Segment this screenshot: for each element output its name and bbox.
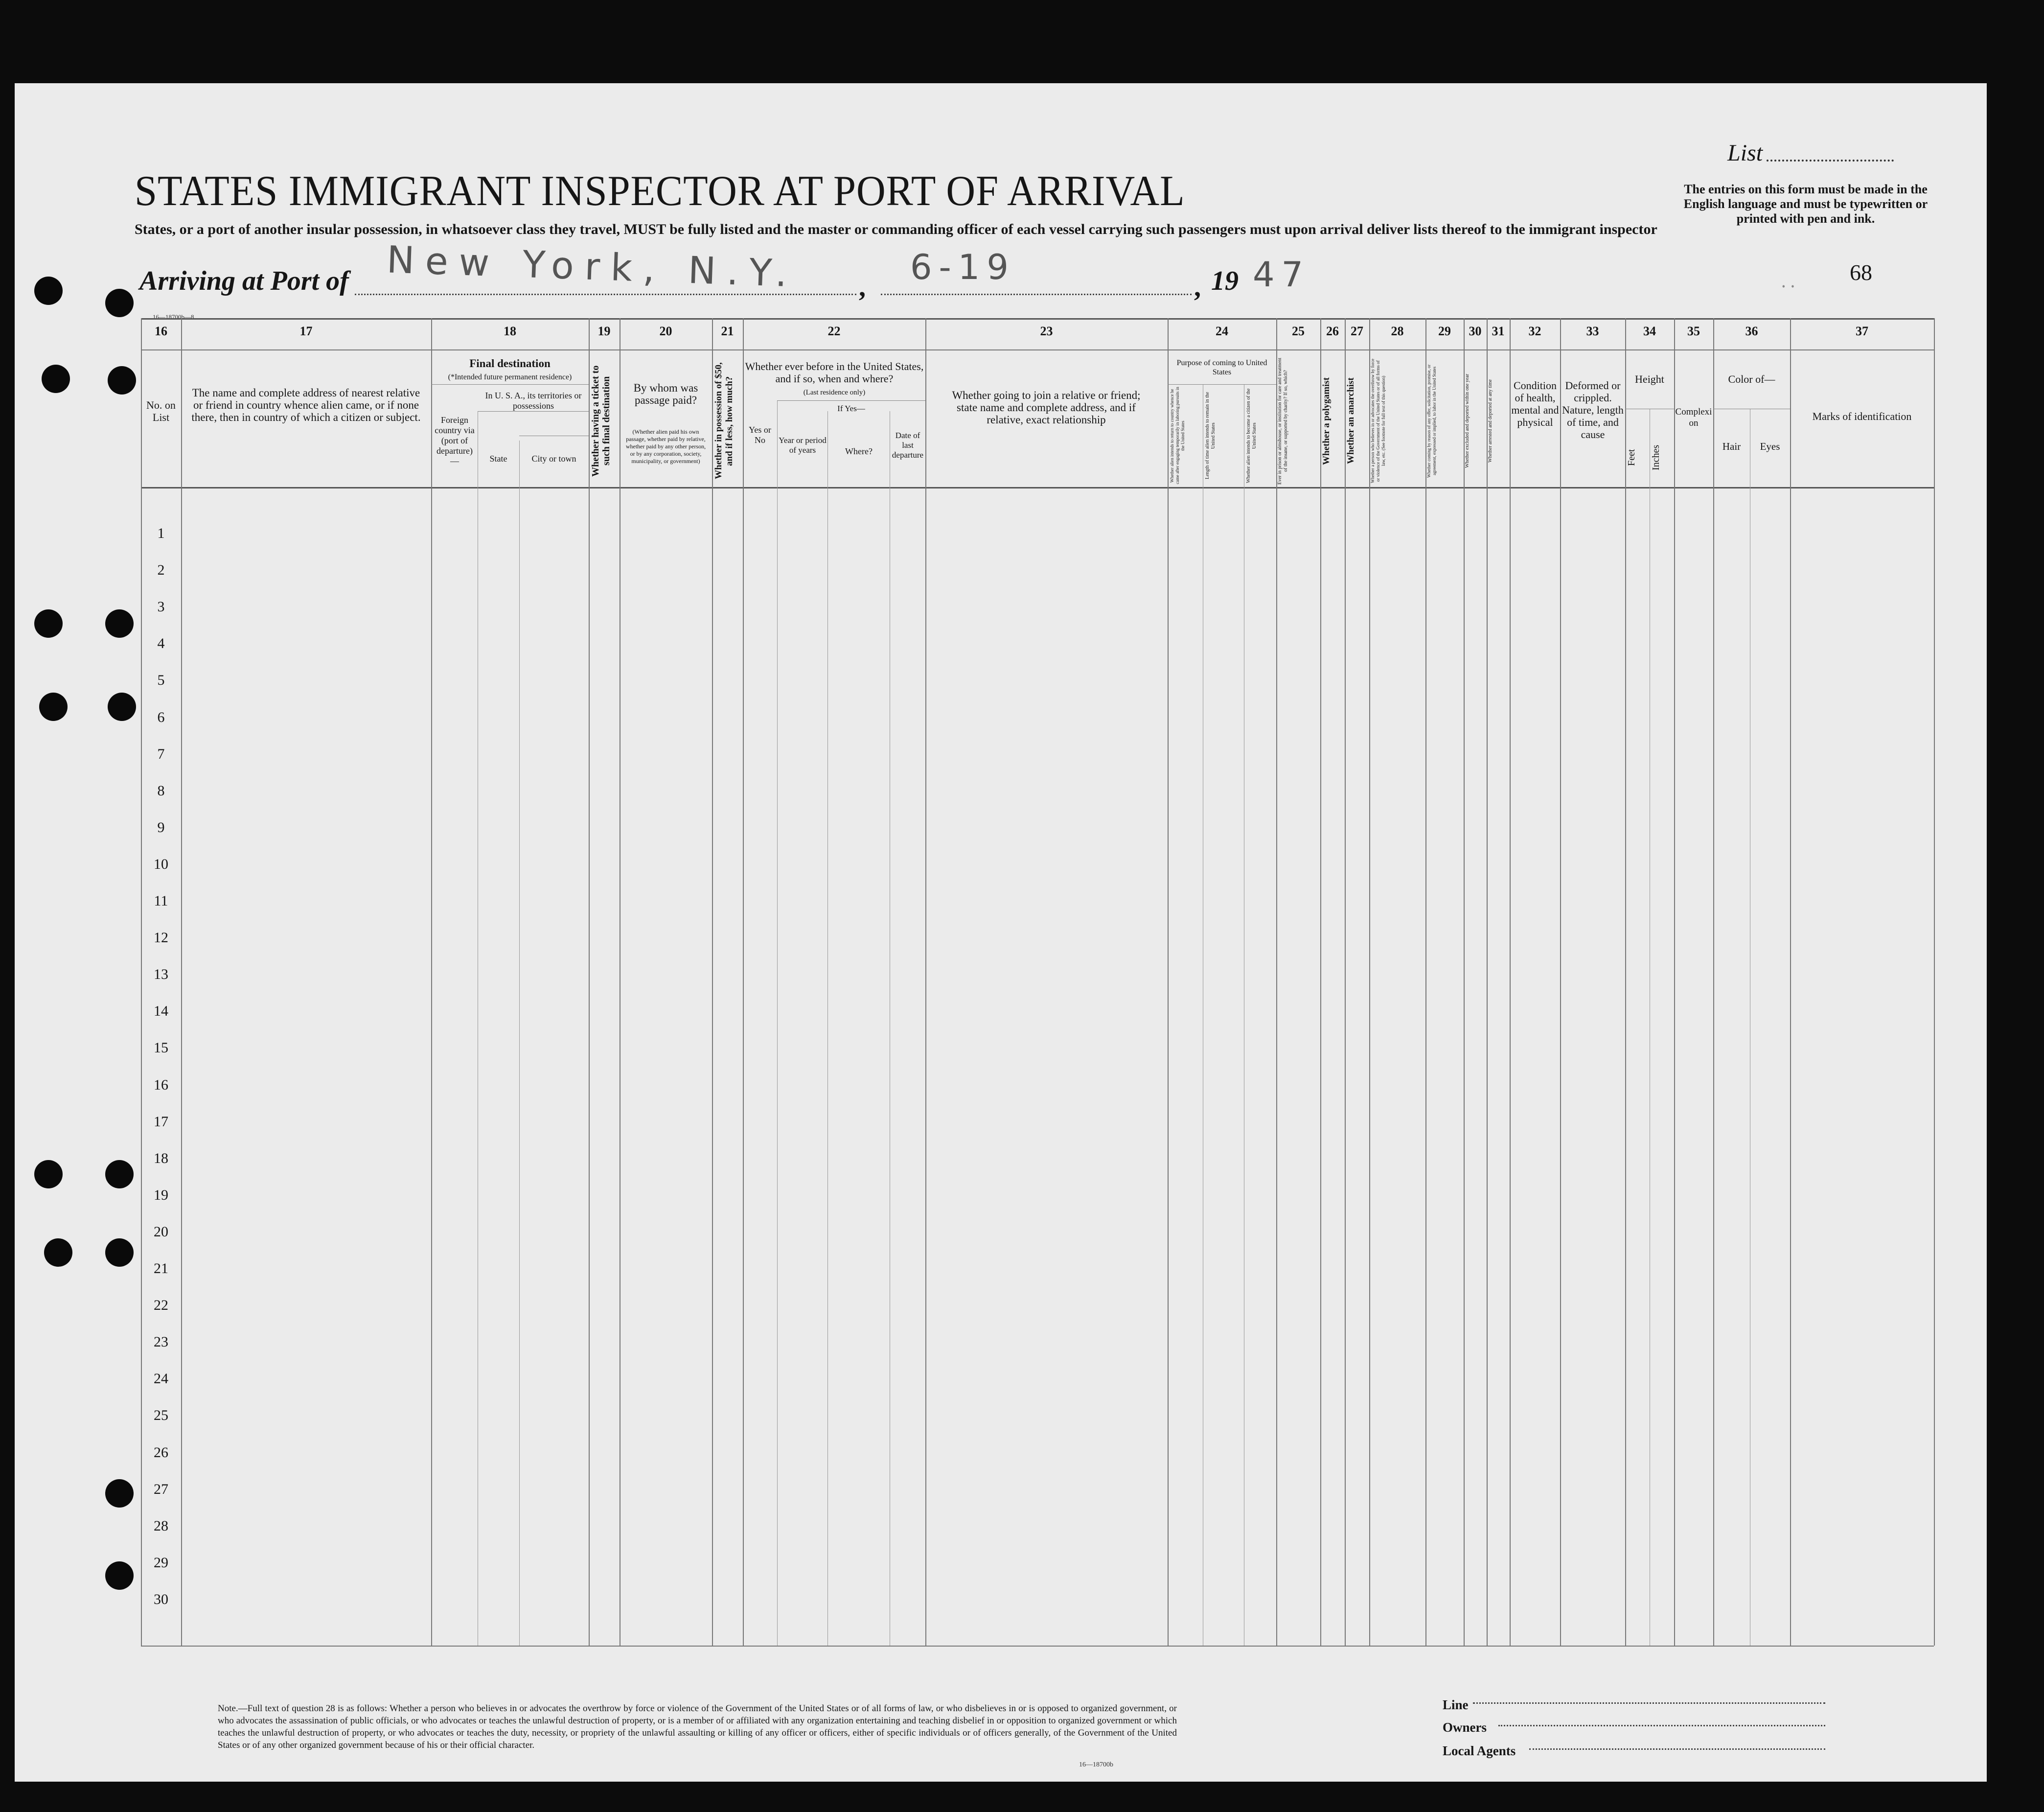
col22-year: Year or period of years <box>779 436 827 455</box>
col18-subheader: (*Intended future permanent residence) <box>448 373 572 381</box>
punch-hole <box>34 277 63 305</box>
row-number: 2 <box>157 562 165 579</box>
col34-feet: Feet <box>1626 449 1637 466</box>
col-number: 28 <box>1391 324 1404 338</box>
col22-date: Date of last departure <box>892 431 924 460</box>
col24-return: Whether alien intends to return to country whence he came after engaging temporarily in laboring pursuits in the United States <box>1170 387 1185 485</box>
col16-header: No. on List <box>146 399 176 423</box>
col22-yesno: Yes or No <box>749 425 771 445</box>
year-prefix: 19 <box>1211 266 1239 296</box>
row-number: 10 <box>154 856 168 872</box>
row-number: 1 <box>157 525 165 541</box>
local-agents-label: Local Agents <box>1443 1743 1516 1758</box>
col19-header: Whether having a ticket to such final destination <box>590 365 612 477</box>
row-number: 5 <box>157 672 165 689</box>
row-number: 20 <box>154 1223 168 1240</box>
col18-state: State <box>489 454 507 464</box>
col-number: 29 <box>1438 324 1451 338</box>
row-number: 28 <box>154 1517 168 1534</box>
list-number-field[interactable] <box>1767 160 1894 162</box>
col36-header: Color of— <box>1728 373 1775 385</box>
row-number: 19 <box>154 1186 168 1203</box>
punch-hole <box>105 289 134 317</box>
punch-hole <box>105 1561 134 1590</box>
row-number: 15 <box>154 1040 168 1056</box>
col-number: 18 <box>504 324 516 338</box>
row-number: 21 <box>154 1260 168 1277</box>
col20-header: By whom was passage paid? <box>633 382 698 406</box>
punch-hole <box>39 693 68 721</box>
col30-header: Whether excluded and deported within one year <box>1465 373 1470 468</box>
list-label: List <box>1727 140 1763 166</box>
col28-header: Whether a person who believes in or advocates the overthrow by force or violence of the Government of the United States or of all forms of law, etc. (See footnote for full text of this question) <box>1370 358 1386 484</box>
form-title: STATES IMMIGRANT INSPECTOR AT PORT OF ARRIVAL <box>135 167 1185 215</box>
punch-hole <box>44 1238 72 1267</box>
form-code-bottom: 16—18700b <box>1079 1761 1113 1768</box>
row-number: 26 <box>154 1444 168 1461</box>
date-field[interactable] <box>881 294 1192 295</box>
col32-header: Condition of health, mental and physical <box>1511 379 1559 428</box>
row-number: 11 <box>154 893 168 909</box>
manifest-table <box>141 318 1934 1646</box>
row-number: 17 <box>154 1113 168 1130</box>
row-number: 22 <box>154 1297 168 1314</box>
col-number: 26 <box>1326 324 1339 338</box>
col-number: 30 <box>1469 324 1482 338</box>
punch-hole <box>34 1160 63 1188</box>
col-number: 19 <box>597 324 611 338</box>
owners-field[interactable] <box>1498 1725 1825 1726</box>
col-number: 31 <box>1492 324 1505 338</box>
col-number: 37 <box>1856 324 1868 338</box>
row-number: 6 <box>157 709 165 725</box>
comma-separator: , <box>859 272 866 302</box>
col20-note: (Whether alien paid his own passage, whether paid by relative, whether paid by any other person, or by any corporation, society, municipality, or government) <box>625 428 706 465</box>
row-number: 12 <box>154 929 168 946</box>
col23-header: Whether going to join a relative or friend; state name and complete address, and if relative, exact relationship <box>952 389 1141 426</box>
punch-hole <box>105 1160 134 1188</box>
col24-header: Purpose of coming to United States <box>1176 359 1267 376</box>
col-number: 23 <box>1040 324 1053 338</box>
punch-hole <box>42 365 70 393</box>
col33-header: Deformed or crippled. Nature, length of time, and cause <box>1562 379 1624 441</box>
col34-inches: Inches <box>1651 444 1661 471</box>
row-number: 29 <box>154 1554 168 1571</box>
col25-header: Ever in prison or almshouse, or institution for care and treatment of the insane, or supported by charity? If so, which? <box>1277 357 1288 485</box>
page-mark: ⸱ ⸱ <box>1781 277 1795 297</box>
col18-usa: In U. S. A., its territories or possessions <box>485 391 582 411</box>
col31-header: Whether arrested and deported at any time <box>1488 379 1493 463</box>
footnote: Note.—Full text of question 28 is as follows: Whether a person who believes in or advocates the overthrow by force or violence of the Government of the United States or of all forms of law, or who disbelieves in or is opposed to organized government, or who advocates the assassination of public officials, or who advocates or teaches the unlawful destruction of property, or is a member of or affiliated with any organization entertaining and teaching disbelief in or opposition to organized government or which teaches the unlawful destruction of property, or who advocates or teaches the duty, necessity, or propriety of the unlawful assaulting or killing of any officer or officers, either of specific individuals or of officers generally, of the Government of the United States or of any other organized government because of his or their official character. <box>218 1703 1177 1750</box>
row-number: 4 <box>157 635 165 652</box>
row-number: 16 <box>154 1076 168 1093</box>
row-number: 13 <box>154 966 168 983</box>
row-number: 8 <box>157 782 165 799</box>
entries-instruction: The entries on this form must be made in the English language and must be typewritten or printed with pen and ink. <box>1683 182 1928 226</box>
col18-header: Final destination <box>469 357 551 370</box>
row-number: 3 <box>157 599 165 615</box>
year-value: 47 <box>1253 255 1310 295</box>
owners-label: Owners <box>1443 1720 1487 1735</box>
row-number: 25 <box>154 1407 168 1424</box>
local-agents-field[interactable] <box>1529 1748 1825 1750</box>
col18-city: City or town <box>531 454 576 464</box>
col-number: 32 <box>1528 324 1541 338</box>
col-number: 16 <box>155 324 167 338</box>
col-number: 34 <box>1643 324 1656 338</box>
col-number: 17 <box>299 324 313 338</box>
col-number: 27 <box>1351 324 1363 338</box>
col-number: 20 <box>659 324 672 338</box>
col24-length: Length of time alien intends to remain in the United States <box>1205 392 1216 480</box>
line-field[interactable] <box>1473 1702 1825 1704</box>
arriving-label: Arriving at Port of <box>139 266 349 296</box>
date-value: 6-19 <box>910 247 1015 287</box>
col-number: 22 <box>827 324 841 338</box>
punch-hole <box>108 693 136 721</box>
col18-foreign: Foreign country via (port of departure)— <box>435 415 475 466</box>
comma-separator: , <box>1194 272 1201 302</box>
punch-hole <box>105 609 134 638</box>
punch-hole <box>105 1238 134 1267</box>
sheet-number: 68 <box>1850 260 1872 285</box>
line-label: Line <box>1443 1697 1469 1712</box>
row-number: 18 <box>154 1150 168 1166</box>
col17-header: The name and complete address of nearest relative or friend in country whence alien came, or if none there, then in country of which a citizen or subject. <box>191 387 421 423</box>
row-number: 14 <box>154 1003 168 1020</box>
col36-eyes: Eyes <box>1760 441 1780 452</box>
row-number: 7 <box>157 745 165 762</box>
col-number: 25 <box>1292 324 1305 338</box>
punch-hole <box>34 609 63 638</box>
col22-header: Whether ever before in the United States, and if so, when and where? <box>745 360 924 385</box>
row-number: 30 <box>154 1591 168 1607</box>
form-code-top: 16—18700b—8 <box>153 313 194 321</box>
col22-subheader: (Last residence only) <box>803 389 866 396</box>
form-subtitle: States, or a port of another insular possession, in whatsoever class they travel, MUST be fully listed and the master or commanding officer of each vessel carrying such passengers must upon arrival deliver lists thereof to the immigrant inspector <box>135 221 1657 237</box>
col24-citizen: Whether alien intends to become a citizen of the United States <box>1246 388 1257 483</box>
col-number: 35 <box>1687 324 1700 338</box>
punch-hole <box>105 1479 134 1508</box>
col37-header: Marks of identification <box>1812 410 1912 422</box>
col26-header: Whether a polygamist <box>1321 377 1332 465</box>
col-number: 33 <box>1586 324 1599 338</box>
col-number: 24 <box>1216 324 1228 338</box>
col22-ifyes: If Yes— <box>837 404 865 413</box>
col27-header: Whether an anarchist <box>1346 377 1356 465</box>
row-number: 23 <box>154 1334 168 1350</box>
col22-where: Where? <box>845 446 873 456</box>
row-number: 24 <box>154 1371 168 1387</box>
col-number: 36 <box>1745 324 1758 338</box>
row-number: 27 <box>154 1481 168 1497</box>
punch-hole <box>108 366 136 395</box>
col21-header: Whether in possession of $50, and if less, how much? <box>713 362 735 480</box>
col-number: 21 <box>721 324 734 338</box>
row-number: 9 <box>157 819 165 836</box>
col34-header: Height <box>1635 373 1664 385</box>
col36-hair: Hair <box>1722 441 1741 452</box>
port-value: New York, N.Y. <box>386 237 799 296</box>
col29-header: Whether coming by reason of any offer, solicitation, promise, or agreement, expressed or implied, to labor in the United States <box>1426 364 1437 478</box>
col35-header: Complexion <box>1675 407 1712 428</box>
